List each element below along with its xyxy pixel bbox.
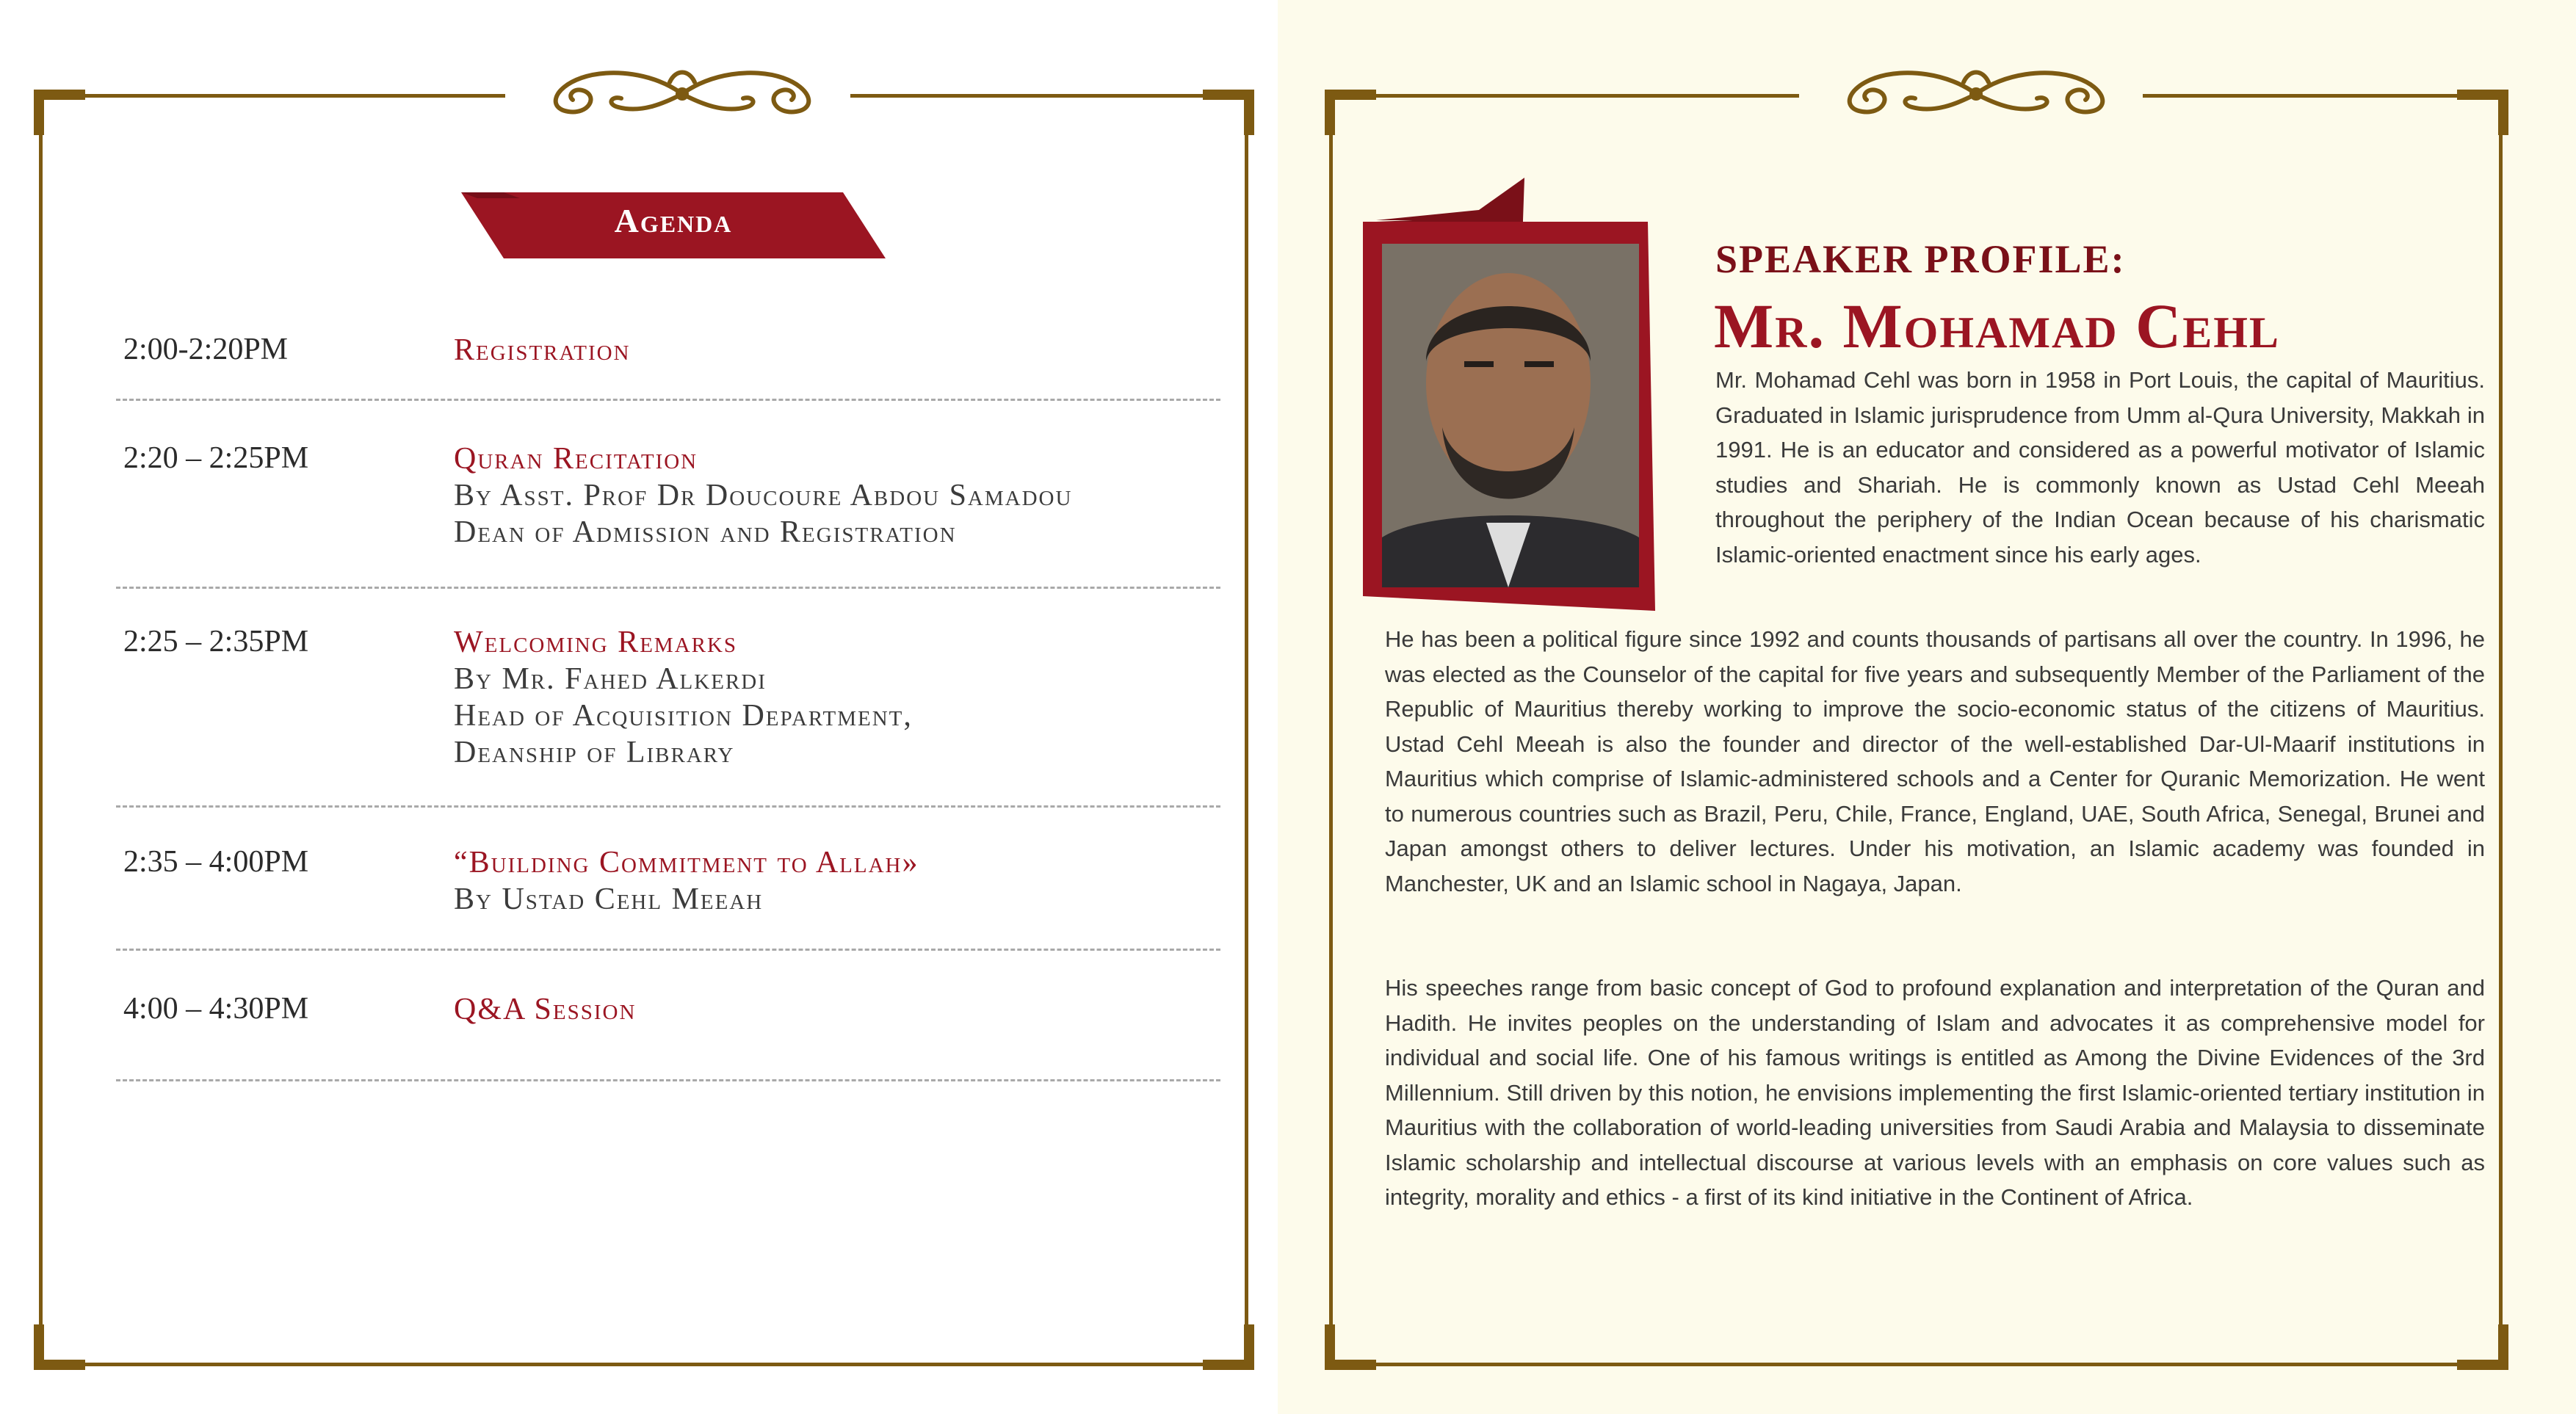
speaker-bio-paragraph: He has been a political figure since 1992 and counts thousands of partisans all over the country. In 1996, he was elected as the Counselor of the capital for five years and subsequently Member of the Parliament of the Republic of Mauritius thereby working to improve the socio-economic status of the citizens of Mauritius. Ustad Cehl Meeah is also the founder and director of the well-established Dar-Ul-Maarif institutions in Mauritius which comprise of Islamic-administered schools and a Center for Quranic Memorization. He went to numerous countries such as Brazil, Peru, Chile, France, England, UAE, South Africa, Senegal, Brunei and Japan amongst others to deliver lectures. Under his motivation, an Islamic academy was founded in Manchester, UK and an Islamic school in Nagaya, Japan. <box>1385 626 2485 896</box>
agenda-presenter: By Ustad Cehl Meeah <box>454 882 764 916</box>
speaker-portrait <box>1382 244 1639 587</box>
agenda-title: Q&A Session <box>454 993 637 1026</box>
agenda-time: 2:00-2:20PM <box>123 333 289 366</box>
agenda-time: 2:35 – 4:00PM <box>123 845 309 879</box>
agenda-time: 2:25 – 2:35PM <box>123 625 309 659</box>
agenda-presenter: By Asst. Prof Dr Doucoure Abdou Samadou <box>454 479 1073 512</box>
speaker-profile-label: SPEAKER PROFILE: <box>1715 237 2126 281</box>
agenda-title: Welcoming Remarks <box>454 626 738 659</box>
agenda-presenter-role: Deanship of Library <box>454 736 735 769</box>
speaker-portrait-frame <box>1361 178 1692 611</box>
speaker-bio-paragraph: Mr. Mohamad Cehl was born in 1958 in Port Louis, the capital of Mauritius. Graduated in Islamic jurisprudence from Umm al-Qura University, Makkah in 1991. He is an educator and considered as a powerful motivator of Islamic studies and Shariah. He is commonly known as Ustad Cehl Meeah throughout the periphery of the Indian Ocean because of his charismatic Islamic-oriented enactment since his early ages. <box>1715 367 2485 568</box>
scroll-flourish-icon <box>1824 60 2128 126</box>
agenda-presenter-role: Head of Acquisition Department, <box>454 699 913 733</box>
agenda-title: “Building Commitment to Allah» <box>454 846 919 880</box>
agenda-presenter: By Mr. Fahed Alkerdi <box>454 662 767 696</box>
speaker-bio-paragraph: His speeches range from basic concept of God to profound explanation and interpretation of the Quran and Hadith. He invites peoples on the understanding of Islam and advocates it as comprehensive model for individual and social life. One of his famous writings is entitled as Among the Divine Evidences of the 3rd Millennium. Still driven by this notion, he envisions implementing the first Islamic-oriented tertiary institution in Mauritius with the collaboration of world-leading universities from Saudi Arabia and Malaysia to disseminate Islamic scholarship and intellectual discourse at various levels with an emphasis on core values such as integrity, morality and ethics - a first of its kind initiative in the Continent of Africa. <box>1385 975 2485 1210</box>
agenda-time: 4:00 – 4:30PM <box>123 992 309 1026</box>
speaker-name: Mr. Mohamad Cehl <box>1714 291 2280 361</box>
agenda-title: Registration <box>454 333 631 367</box>
agenda-title: Quran Recitation <box>454 442 698 476</box>
agenda-heading: Agenda <box>614 202 733 239</box>
agenda-presenter-role: Dean of Admission and Registration <box>454 515 957 549</box>
agenda-time: 2:20 – 2:25PM <box>123 441 309 475</box>
